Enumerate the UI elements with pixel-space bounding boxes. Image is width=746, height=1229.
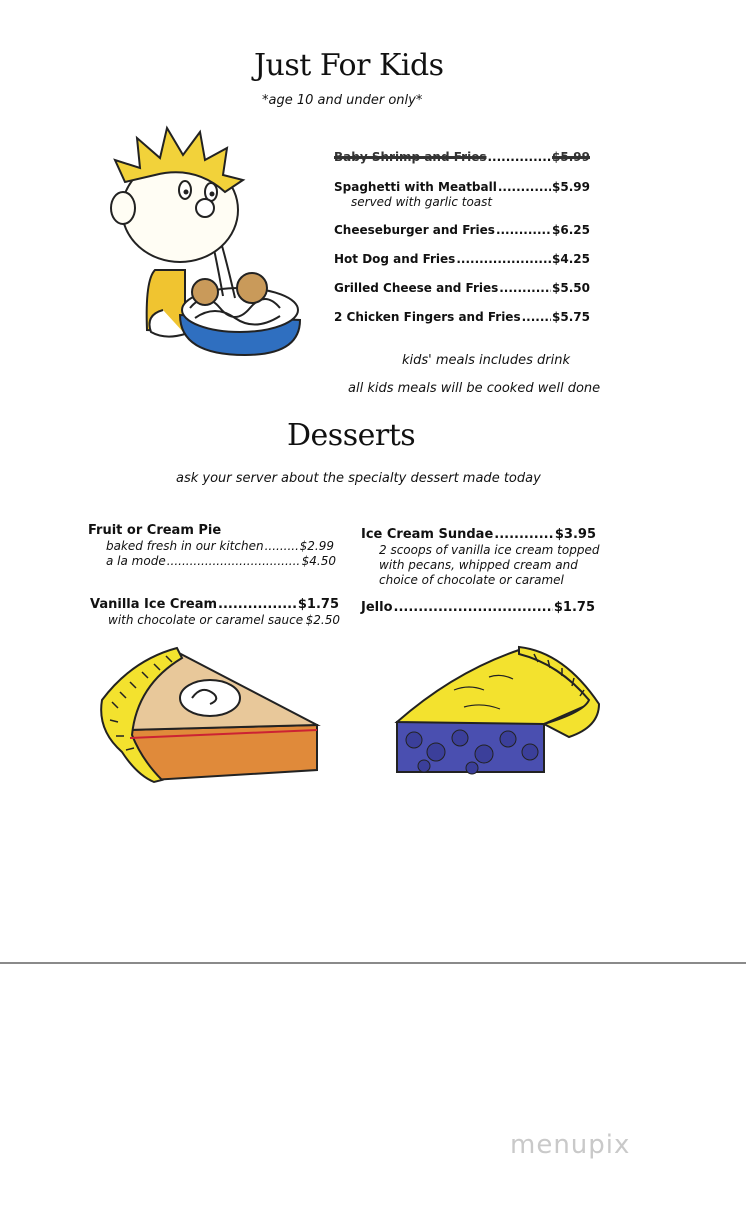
- pumpkin-pie-illustration: [92, 640, 324, 788]
- pie-name: Fruit or Cream Pie: [88, 523, 222, 538]
- kids-item-cheeseburger: [334, 223, 590, 237]
- ice-cream-sundae: [361, 527, 596, 542]
- kids-note-cooked: all kids meals will be cooked well done: [348, 381, 601, 396]
- pie-line-fresh-price: $2.99: [299, 539, 334, 553]
- jello-name: Jello: [361, 600, 393, 615]
- spaghetti-description: served with garlic toast: [351, 195, 493, 209]
- blueberry-pie-illustration: [394, 642, 604, 782]
- kids-item-baby-shrimp: [334, 150, 590, 164]
- sundae-desc-2: with pecans, whipped cream and: [379, 558, 578, 572]
- pie-line-fresh-label: baked fresh in our kitchen: [106, 539, 264, 553]
- kid-eating-spaghetti-illustration: [85, 120, 315, 360]
- vanilla-price: $1.75: [297, 597, 339, 612]
- desserts-subtitle: ask your server about the specialty dessert made today: [176, 471, 541, 486]
- vanilla-sauce-label: with chocolate or caramel sauce: [108, 613, 304, 627]
- kids-item-spaghetti: [334, 180, 590, 194]
- item-price: $5.99: [552, 150, 590, 164]
- sundae-price: $3.95: [554, 527, 596, 542]
- sundae-desc-1: 2 scoops of vanilla ice cream topped: [379, 543, 600, 557]
- item-price: $5.99: [552, 180, 590, 194]
- page-bottom-edge: [0, 962, 746, 964]
- vanilla-name: Vanilla Ice Cream: [90, 597, 218, 612]
- jello: [361, 600, 595, 615]
- jello-price: $1.75: [553, 600, 595, 615]
- pie-line-a-la-mode: [106, 554, 336, 568]
- pie-line-fresh: [106, 539, 334, 553]
- vanilla-ice-cream: [90, 597, 339, 612]
- item-name: Baby Shrimp and Fries: [334, 150, 487, 164]
- kids-subtitle: *age 10 and under only*: [262, 93, 423, 108]
- vanilla-sauce-option: [108, 613, 340, 627]
- item-name: Cheeseburger and Fries: [334, 223, 495, 237]
- item-price: $4.25: [552, 252, 590, 266]
- pie-line-a-la-mode-price: $4.50: [301, 554, 336, 568]
- pie-line-a-la-mode-label: a la mode: [106, 554, 166, 568]
- sundae-name: Ice Cream Sundae: [361, 527, 494, 542]
- item-name: Hot Dog and Fries: [334, 252, 456, 266]
- item-price: $5.50: [552, 281, 590, 295]
- item-price: $5.75: [552, 310, 590, 324]
- vanilla-sauce-price: $2.50: [305, 613, 340, 627]
- watermark-logo: menupix: [510, 1130, 631, 1160]
- item-name: Grilled Cheese and Fries: [334, 281, 499, 295]
- item-price: $6.25: [552, 223, 590, 237]
- kids-title: Just For Kids: [254, 48, 444, 83]
- kids-item-hot-dog: [334, 252, 590, 266]
- desserts-title: Desserts: [287, 418, 416, 453]
- item-name: Spaghetti with Meatball: [334, 180, 497, 194]
- sundae-desc-3: choice of chocolate or caramel: [379, 573, 564, 587]
- kids-note-drink: kids' meals includes drink: [402, 353, 570, 368]
- kids-item-grilled-cheese: [334, 281, 590, 295]
- kids-item-chicken-fingers: [334, 310, 590, 324]
- item-name: 2 Chicken Fingers and Fries: [334, 310, 521, 324]
